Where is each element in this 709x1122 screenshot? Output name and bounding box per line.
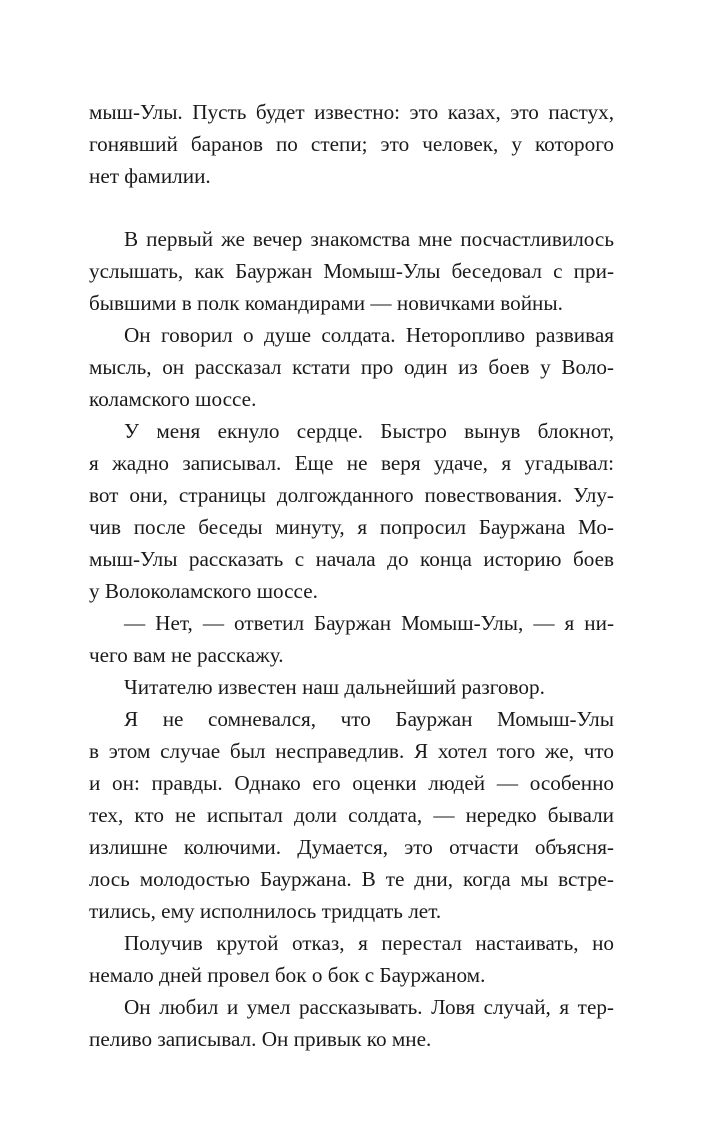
- text-line: мыш-Улы рассказать с начала до конца историю боев: [89, 547, 614, 571]
- text-line: я жадно записывал. Еще не веря удаче, я угадывал:: [89, 451, 614, 475]
- text-line: нет фамилии.: [89, 164, 211, 188]
- text-line: излишне колючими. Думается, это отчасти объясня-: [89, 835, 614, 859]
- text-line: и он: правды. Однако его оценки людей — особенно: [89, 771, 614, 795]
- text-line: у Волоколамского шоссе.: [89, 579, 318, 603]
- text-line: Получив крутой отказ, я перестал настаивать, но: [124, 931, 614, 955]
- text-line: У меня екнуло сердце. Быстро вынув блокнот,: [124, 419, 614, 443]
- text-line: гонявший баранов по степи; это человек, у которого: [89, 132, 614, 156]
- text-line: чего вам не расскажу.: [89, 643, 284, 667]
- text-line: вот они, страницы долгожданного повествования. Улу-: [89, 483, 614, 507]
- text-line: тех, кто не испытал доли солдата, — нередко бывали: [89, 803, 614, 827]
- text-line: бывшими в полк командирами — новичками войны.: [89, 291, 563, 315]
- text-line: пеливо записывал. Он привык ко мне.: [89, 1027, 432, 1051]
- text-line: мыш-Улы. Пусть будет известно: это казах, это пастух,: [89, 100, 614, 124]
- text-line: немало дней провел бок о бок с Бауржаном.: [89, 963, 486, 987]
- text-line: мысль, он рассказал кстати про один из боев у Воло-: [89, 355, 614, 379]
- text-line: чив после беседы минуту, я попросил Бауржана Мо-: [89, 515, 614, 539]
- text-line: коламского шоссе.: [89, 387, 257, 411]
- text-line: Он говорил о душе солдата. Неторопливо развивая: [124, 323, 614, 347]
- text-line: Я не сомневался, что Бауржан Момыш-Улы: [124, 707, 614, 731]
- text-line: в этом случае был несправедлив. Я хотел того же, что: [89, 739, 614, 763]
- text-line: Читателю известен наш дальнейший разговор.: [124, 675, 545, 699]
- text-line: услышать, как Бауржан Момыш-Улы беседовал с при-: [89, 259, 614, 283]
- text-line: тились, ему исполнилось тридцать лет.: [89, 899, 442, 923]
- text-line: Он любил и умел рассказывать. Ловя случай, я тер-: [124, 995, 614, 1019]
- text-line: лось молодостью Бауржана. В те дни, когда мы встре-: [89, 867, 614, 891]
- text-line: — Нет, — ответил Бауржан Момыш-Улы, — я ни-: [124, 611, 614, 635]
- text-line: В первый же вечер знакомства мне посчастливилось: [124, 227, 614, 251]
